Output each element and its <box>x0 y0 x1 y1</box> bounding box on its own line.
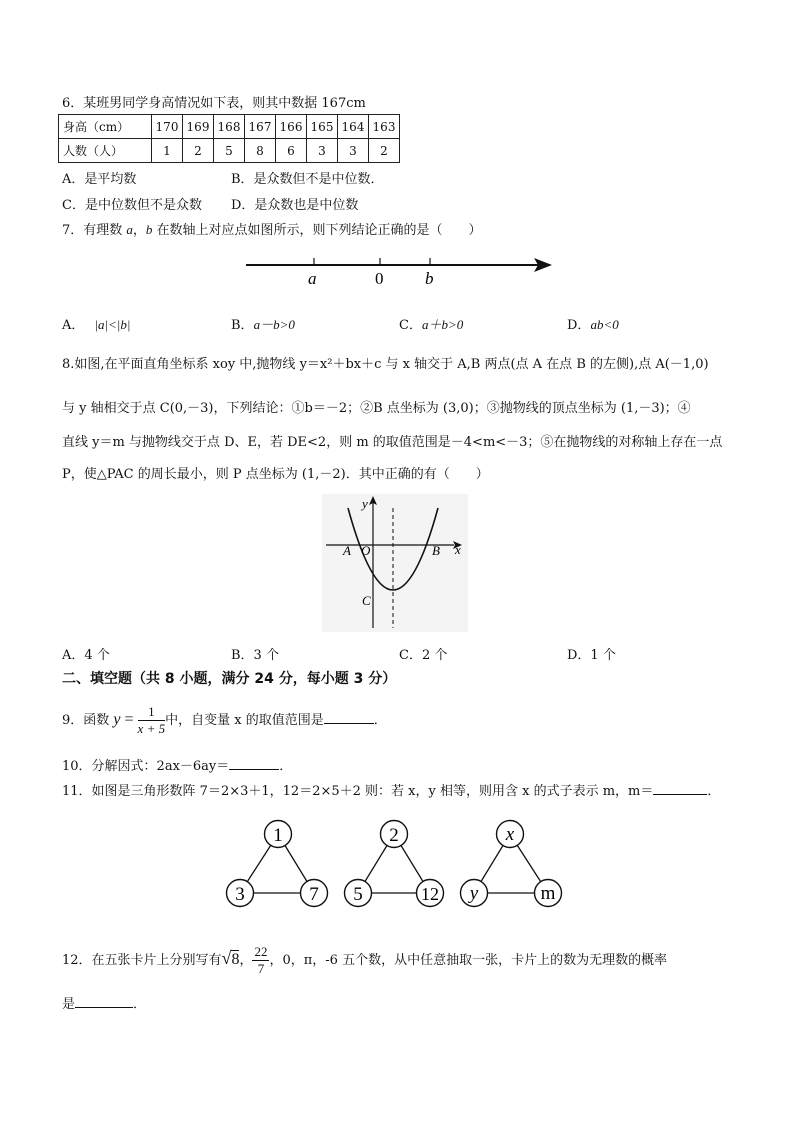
q8-option-c: C．2 个 <box>399 648 448 663</box>
sqrt-icon: √ <box>221 948 232 968</box>
fraction-denominator: x + 5 <box>137 721 166 736</box>
fraction-numerator: 1 <box>138 704 166 721</box>
q7-stem <box>62 219 482 238</box>
q12-line2-text: 是 <box>62 997 76 1012</box>
table-cell: 5 <box>214 139 245 163</box>
q12-line1 <box>62 938 667 981</box>
q8-line3: 直线 y＝m 与抛物线交于点 D、E，若 DE<2，则 m 的取值范围是－4<m<－3；⑤在抛物线的对称轴上存在一点 <box>62 435 723 450</box>
answer-blank[interactable] <box>75 995 133 1008</box>
sqrt-arg: 8 <box>231 951 240 968</box>
option-expr: a－b>0 <box>253 317 295 332</box>
q12-end: ． <box>133 997 147 1012</box>
node-top: 2 <box>389 825 399 846</box>
triangle-1 <box>227 821 328 907</box>
label-x: x <box>455 542 461 557</box>
q7-option-a <box>62 314 130 333</box>
option-label: C． <box>399 318 422 333</box>
q8-option-d: D．1 个 <box>567 648 616 663</box>
q9-end: ． <box>373 713 387 728</box>
q7-option-b <box>231 314 295 333</box>
q7-option-d <box>567 314 619 333</box>
table-cell: 166 <box>276 115 307 139</box>
answer-blank[interactable] <box>229 757 279 770</box>
q7-stem-comma: ， <box>132 223 146 238</box>
triangle-3 <box>461 821 562 907</box>
table-cell: 身高（cm） <box>59 115 152 139</box>
q10 <box>62 755 292 774</box>
q6-option-b: B．是众数但不是中位数． <box>231 172 384 187</box>
axis-label-zero: 0 <box>375 269 384 288</box>
triangle-figures <box>222 812 568 912</box>
number-line-figure <box>240 248 560 292</box>
section-heading: 二、填空题（共 8 小题，满分 24 分，每小题 3 分） <box>62 671 397 687</box>
fraction-numerator: 22 <box>254 944 268 959</box>
height-table <box>58 114 400 163</box>
q8-option-b: B．3 个 <box>231 648 279 663</box>
label-B: B <box>432 543 440 558</box>
label-O: O <box>361 543 371 558</box>
node-left: y <box>469 883 479 904</box>
label-A: A <box>343 543 351 558</box>
table-cell: 3 <box>338 139 369 163</box>
q7-stem-tail: 在数轴上对应点如图所示，则下列结论正确的是（ ） <box>152 223 482 238</box>
q7-stem-text: 7．有理数 <box>62 223 127 238</box>
q6-option-d: D．是众数也是中位数 <box>231 198 359 213</box>
node-top: 1 <box>273 825 283 846</box>
q9-y: y <box>113 711 121 728</box>
q6-stem: 6．某班男同学身高情况如下表，则其中数据 167cm <box>62 96 366 111</box>
table-cell: 168 <box>214 115 245 139</box>
answer-blank[interactable] <box>653 782 707 795</box>
table-row <box>59 115 400 139</box>
q12-rest: ，0，π，-6 五个数，从中任意抽取一张，卡片上的数为无理数的概率 <box>269 953 668 968</box>
axis-label-b: b <box>425 269 434 288</box>
option-label: B． <box>231 318 254 333</box>
table-cell: 163 <box>369 115 400 139</box>
node-left: 5 <box>353 884 363 905</box>
label-y: y <box>362 496 368 511</box>
q12-fraction <box>252 944 269 977</box>
q11-text: 11．如图是三角形数阵 7＝2×3＋1，12＝2×5＋2 则：若 x，y 相等，则用含 x 的式子表示 m，m＝ <box>62 784 654 799</box>
q9 <box>62 702 387 739</box>
triangle-2 <box>345 821 444 907</box>
node-left: 3 <box>235 884 245 905</box>
table-cell: 170 <box>152 115 183 139</box>
q12-line2 <box>62 993 146 1012</box>
q9-prefix: 9．函数 <box>62 713 114 728</box>
node-right: 12 <box>421 884 439 904</box>
q6-option-c: C．是中位数但不是众数 <box>62 198 202 213</box>
q9-eq: = <box>120 711 138 728</box>
node-top: x <box>505 824 515 845</box>
node-right: m <box>540 883 556 904</box>
var-b: b <box>145 222 153 237</box>
q8-option-a: A．4 个 <box>62 648 110 663</box>
option-expr: |a|<|b| <box>94 317 131 332</box>
q9-fraction <box>138 704 166 737</box>
sqrt-expr <box>221 948 240 968</box>
table-cell: 2 <box>369 139 400 163</box>
parabola-graph <box>322 494 468 632</box>
axis-label-a: a <box>308 269 317 288</box>
fraction-denominator: 7 <box>257 961 265 976</box>
var-a: a <box>126 222 133 237</box>
node-right: 7 <box>309 884 319 905</box>
table-cell: 6 <box>276 139 307 163</box>
q11 <box>62 780 720 799</box>
q8-line1: 8.如图,在平面直角坐标系 xoy 中,抛物线 y＝x²＋bx＋c 与 x 轴交于 A,B 两点(点 A 在点 B 的左侧),点 A(－1,0) <box>62 357 709 372</box>
q7-option-c <box>399 314 463 333</box>
table-cell: 1 <box>152 139 183 163</box>
table-cell: 8 <box>245 139 276 163</box>
option-label: A． <box>62 318 85 333</box>
q10-prefix: 10．分解因式：2ax－6ay＝ <box>62 759 230 774</box>
option-label: D． <box>567 318 591 333</box>
table-cell: 2 <box>183 139 214 163</box>
table-cell: 167 <box>245 115 276 139</box>
label-C: C <box>362 593 371 608</box>
option-expr: ab<0 <box>590 317 619 332</box>
q11-end: ． <box>707 784 721 799</box>
q10-end: ． <box>279 759 293 774</box>
q6-option-a: A．是平均数 <box>62 172 137 187</box>
option-expr: a＋b>0 <box>421 317 464 332</box>
table-cell: 3 <box>307 139 338 163</box>
table-row <box>59 139 400 163</box>
q9-suffix: 中，自变量 x 的取值范围是 <box>165 713 324 728</box>
table-cell: 人数（人） <box>59 139 152 163</box>
q12-sep: ， <box>239 953 253 968</box>
q8-line4: P，使△PAC 的周长最小，则 P 点坐标为 (1,－2)．其中正确的有（ ） <box>62 467 489 482</box>
table-cell: 169 <box>183 115 214 139</box>
table-cell: 165 <box>307 115 338 139</box>
answer-blank[interactable] <box>324 711 374 724</box>
q12-prefix: 12．在五张卡片上分别写有 <box>62 953 222 968</box>
table-cell: 164 <box>338 115 369 139</box>
q8-line2: 与 y 轴相交于点 C(0,－3)，下列结论：①b＝－2；②B 点坐标为 (3,0)；③抛物线的顶点坐标为 (1,－3)；④ <box>62 401 691 416</box>
